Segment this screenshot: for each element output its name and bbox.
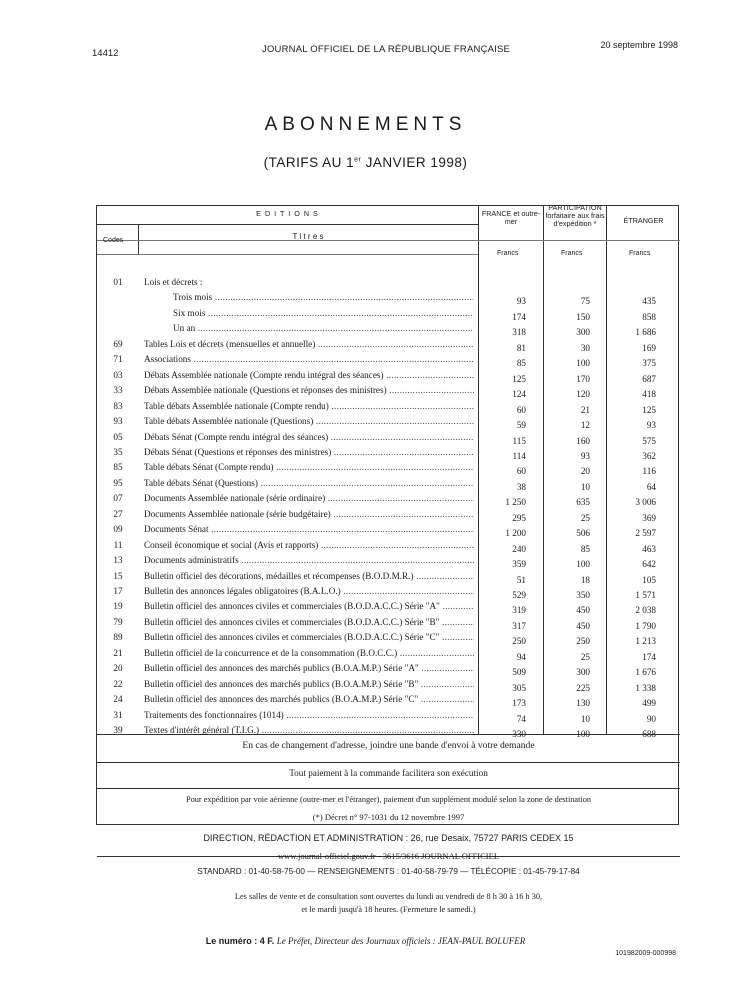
page-footer: [0, 936, 731, 946]
table-row: [97, 461, 680, 476]
price-etranger: 169: [642, 342, 656, 353]
edition-code: 19: [113, 601, 123, 612]
table-row: [97, 662, 680, 677]
table-row: [97, 477, 680, 492]
edition-title: Bulletin officiel des annonces civiles et commerciales (B.O.D.A.C.C.) Série "C" .....: [144, 632, 474, 642]
price-participation: 100: [576, 358, 590, 369]
edition-title: Documents Assemblée nationale (série budgétaire) .....: [144, 509, 474, 519]
price-france: 317: [512, 620, 526, 631]
price-france: 93: [516, 296, 526, 307]
edition-title: Bulletin officiel des annonces des marchés publics (B.O.A.M.P.) Série "B" .....: [144, 679, 474, 689]
edition-title: Textes d'intérêt général (T.I.G.) .....: [144, 725, 474, 735]
price-participation: 450: [576, 620, 590, 631]
document-reference: 101982009-000998: [615, 950, 676, 957]
price-participation: 10: [580, 713, 590, 724]
price-participation: 120: [576, 389, 590, 400]
price-participation: 300: [576, 327, 590, 338]
price-participation: 150: [576, 311, 590, 322]
table-row: [97, 693, 680, 708]
edition-title: Débats Sénat (Compte rendu intégral des séances) .....: [144, 432, 474, 442]
edition-title: Documents Assemblée nationale (série ordinaire) .....: [144, 493, 474, 503]
edition-title: Six mois .....: [173, 308, 473, 318]
price-etranger: 435: [642, 296, 656, 307]
price-etranger: 125: [642, 404, 656, 415]
price-participation: 20: [580, 466, 590, 477]
price-etranger: 463: [642, 543, 656, 554]
table-row: [97, 570, 680, 585]
edition-code: 85: [113, 462, 123, 473]
price-etranger: 499: [642, 698, 656, 709]
edition-code: 33: [113, 385, 123, 396]
edition-code: 17: [113, 586, 123, 596]
director-signature: Le Préfet, Directeur des Journaux officiels : JEAN-PAUL BOLUFER: [276, 936, 526, 946]
notice-change-address: En cas de changement d'adresse, joindre une bande d'envoi à votre demande: [242, 740, 535, 751]
edition-title: Bulletin officiel des annonces des marchés publics (B.O.A.M.P.) Série "C" .....: [144, 694, 474, 704]
edition-title: Conseil économique et social (Avis et rapports) .....: [144, 540, 474, 550]
edition-code: 35: [113, 446, 123, 457]
sales-hours-2: et le mardi jusqu'à 18 heures. (Fermeture le samedi.): [301, 905, 476, 914]
participation-heading: PARTICIPATION forfaitaire aux frais d'expédition *: [545, 203, 605, 228]
price-participation: 100: [576, 729, 590, 740]
table-row: [97, 338, 680, 353]
sales-hours-1: Les salles de vente et de consultation sont ouvertes du lundi au vendredi de 8 h 30 à 16 h 30,: [234, 892, 543, 901]
price-participation: 225: [576, 682, 590, 693]
edition-title: Tables Lois et décrets (mensuelles et annuelle) .....: [144, 339, 474, 349]
price-etranger: 362: [642, 450, 656, 461]
edition-title: Documents Sénat .....: [144, 524, 474, 534]
edition-code: 21: [113, 647, 123, 658]
price-france: 173: [512, 698, 526, 709]
price-participation: 170: [576, 373, 590, 384]
edition-title: Traitements des fonctionnaires (1014) .....: [144, 710, 474, 720]
price-participation: 18: [580, 574, 590, 585]
table-row: [97, 353, 680, 368]
price-france: 509: [512, 667, 526, 678]
edition-code: 11: [113, 539, 123, 550]
direction-address: DIRECTION, RÉDACTION ET ADMINISTRATION : 26, rue Desaix, 75727 PARIS CEDEX 15: [203, 833, 574, 843]
issue-date: 20 septembre 1998: [600, 40, 678, 50]
france-heading: FRANCE et outre-mer: [481, 209, 541, 226]
etranger-heading: ÉTRANGER: [623, 216, 664, 225]
edition-title: Bulletin officiel des décorations, médailles et récompenses (B.O.D.M.R.) .....: [144, 571, 474, 581]
table-row: [97, 523, 680, 538]
price-participation: 450: [576, 605, 590, 616]
edition-code: 83: [113, 400, 123, 411]
price-france: 305: [512, 682, 526, 693]
page-subtitle: [0, 155, 731, 170]
titres-heading: T i t r e s: [292, 232, 324, 241]
price-etranger: 1 338: [635, 682, 656, 693]
edition-code: 79: [113, 616, 123, 627]
price-etranger: 1 571: [635, 590, 656, 600]
table-row: [97, 631, 680, 646]
edition-title: Lois et décrets :: [144, 277, 203, 287]
edition-code: 05: [113, 431, 123, 442]
price-france: 74: [516, 713, 526, 724]
edition-code: 13: [113, 555, 123, 566]
edition-code: 01: [113, 277, 123, 287]
price-participation: 10: [580, 481, 590, 492]
edition-title: Associations .....: [144, 354, 474, 364]
edition-title: Documents administratifs .....: [144, 555, 474, 565]
edition-title: Bulletin officiel des annonces des marchés publics (B.O.A.M.P.) Série "A" .....: [144, 663, 474, 673]
unit-participation: Francs: [561, 250, 583, 257]
table-row: [97, 415, 680, 430]
price-participation: 25: [580, 651, 590, 662]
notice-decree: (*) Décret n° 97-1031 du 12 novembre 1997: [312, 812, 465, 822]
edition-title: Table débats Sénat (Questions) .....: [144, 478, 474, 488]
price-participation: 506: [576, 528, 590, 539]
table-row: [97, 678, 680, 693]
table-row: [97, 276, 680, 291]
table-row: [97, 585, 680, 600]
edition-code: 24: [113, 694, 123, 705]
price-etranger: 93: [646, 420, 656, 431]
price-participation: 100: [576, 559, 590, 570]
edition-title: Débats Assemblée nationale (Compte rendu intégral des séances) .....: [144, 370, 474, 380]
edition-code: 89: [113, 632, 123, 643]
price-etranger: 64: [646, 481, 656, 492]
table-row: [97, 554, 680, 569]
table-row: [97, 291, 680, 306]
table-row: [97, 431, 680, 446]
price-etranger: 3 006: [635, 497, 656, 508]
edition-title: Bulletin officiel des annonces civiles et commerciales (B.O.D.A.C.C.) Série "A" .....: [144, 601, 474, 611]
price-france: 174: [512, 311, 526, 322]
price-participation: 160: [576, 435, 590, 446]
edition-code: 09: [113, 524, 123, 535]
price-france: 59: [516, 420, 526, 431]
price-participation: 300: [576, 667, 590, 678]
page-title: ABONNEMENTS: [264, 114, 467, 135]
tariff-table: [96, 203, 679, 914]
table-row: [97, 369, 680, 384]
table-row: [97, 508, 680, 523]
price-france: 319: [512, 605, 526, 616]
price-etranger: 174: [642, 651, 656, 662]
price-france: 318: [512, 327, 526, 338]
edition-code: 69: [113, 338, 123, 349]
price-france: 240: [512, 543, 526, 554]
price-etranger: 575: [642, 435, 656, 446]
table-row: [97, 400, 680, 415]
price-france: 60: [516, 404, 526, 415]
price-france: 85: [516, 358, 526, 369]
notice-payment: Tout paiement à la commande facilitera son exécution: [289, 768, 488, 778]
price-etranger: 688: [642, 729, 656, 740]
price-etranger: 1 676: [635, 667, 656, 678]
price-participation: 93: [580, 450, 590, 461]
price-participation: 130: [576, 698, 590, 709]
price-france: 114: [512, 450, 526, 461]
edition-code: 93: [113, 416, 123, 427]
edition-code: 31: [113, 709, 123, 720]
edition-title: Débats Sénat (Questions et réponses des ministres) .....: [144, 447, 474, 457]
edition-title: Débats Assemblée nationale (Questions et réponses des ministres) .....: [144, 385, 474, 395]
price-participation: 75: [580, 296, 590, 307]
price-france: 1 200: [505, 528, 526, 539]
price-participation: 30: [580, 342, 590, 353]
table-row: [97, 307, 680, 322]
price-participation: 12: [580, 420, 590, 431]
price-france: 51: [516, 574, 526, 585]
table-row: [97, 647, 680, 662]
price-france: 1 250: [505, 497, 526, 508]
price-etranger: 116: [642, 466, 656, 477]
unit-etranger: Francs: [629, 250, 651, 257]
editions-heading: E D I T I O N S: [256, 209, 319, 218]
edition-code: 03: [113, 369, 123, 380]
page-header: [92, 40, 678, 60]
subtitle-pre: (TARIFS AU 1: [263, 155, 355, 170]
price-participation: 350: [576, 590, 590, 600]
table-row: [97, 322, 680, 337]
price-france: 124: [512, 389, 526, 400]
edition-title: Un an .....: [173, 323, 473, 333]
price-france: 81: [516, 342, 526, 353]
price-france: 295: [512, 512, 526, 523]
price-france: 529: [512, 590, 526, 600]
table-row: [97, 709, 680, 724]
journal-title: JOURNAL OFFICIEL DE LA RÉPUBLIQUE FRANÇAISE: [262, 44, 511, 55]
table-row: [97, 724, 680, 739]
price-etranger: 687: [642, 373, 656, 384]
table-row: [97, 492, 680, 507]
price-france: 94: [516, 651, 526, 662]
price-etranger: 105: [642, 574, 656, 585]
price-etranger: 1 213: [635, 636, 656, 647]
table-row: [97, 616, 680, 631]
notice-air-mail: Pour expédition par voie aérienne (outre-mer et l'étranger), paiement d'un supplément modulé selon la zone de destination: [185, 795, 592, 804]
price-france: 250: [512, 636, 526, 647]
table-row: [97, 600, 680, 615]
price-etranger: 858: [642, 311, 656, 322]
edition-code: 71: [113, 354, 123, 365]
price-etranger: 375: [642, 358, 656, 369]
edition-title: Table débats Sénat (Compte rendu) .....: [144, 462, 474, 472]
edition-code: 95: [113, 477, 123, 488]
price-etranger: 90: [646, 713, 656, 724]
edition-code: 20: [113, 663, 123, 674]
subtitle-post: JANVIER 1998): [361, 155, 468, 170]
price-etranger: 418: [642, 389, 656, 400]
phone-line: STANDARD : 01-40-58-75-00 — RENSEIGNEMENTS : 01-40-58-79-79 — TÉLÉCOPIE : 01-45-79-17-84: [197, 867, 580, 876]
price-participation: 21: [580, 404, 590, 415]
subtitle-sup: er: [354, 156, 362, 164]
edition-title: Bulletin officiel des annonces civiles et commerciales (B.O.D.A.C.C.) Série "B" .....: [144, 617, 474, 627]
price-participation: 85: [580, 543, 590, 554]
edition-code: 07: [113, 493, 123, 504]
price-participation: 25: [580, 512, 590, 523]
price-label: Le numéro : 4 F.: [205, 936, 275, 946]
edition-title: Trois mois .....: [173, 292, 473, 302]
codes-heading: Codes: [103, 237, 124, 244]
unit-france: Francs: [497, 250, 519, 257]
price-etranger: 642: [642, 559, 656, 570]
website-line: www.journal-officiel.gouv.fr - 3615/3616 JOURNAL OFFICIEL: [277, 851, 500, 861]
price-etranger: 1 686: [635, 327, 656, 338]
price-france: 330: [512, 729, 526, 740]
edition-title: Bulletin officiel de la concurrence et de la consommation (B.O.C.C.) .....: [144, 648, 474, 658]
price-france: 125: [512, 373, 526, 384]
price-france: 38: [516, 481, 526, 492]
table-row: [97, 446, 680, 461]
price-france: 60: [516, 466, 526, 477]
price-participation: 250: [576, 636, 590, 647]
price-etranger: 1 790: [635, 620, 656, 631]
price-etranger: 2 597: [635, 528, 656, 539]
price-etranger: 2 038: [635, 605, 656, 616]
edition-code: 27: [113, 508, 123, 519]
edition-code: 39: [113, 725, 123, 736]
page-number: 14412: [92, 48, 119, 59]
price-participation: 635: [576, 497, 590, 508]
price-etranger: 369: [642, 512, 656, 523]
edition-title: Table débats Assemblée nationale (Questions) .....: [144, 416, 474, 426]
edition-title: Bulletin des annonces légales obligatoires (B.A.L.O.) .....: [144, 586, 474, 596]
price-france: 115: [512, 435, 526, 446]
price-france: 359: [512, 559, 526, 570]
edition-code: 15: [113, 570, 123, 581]
table-row: [97, 539, 680, 554]
edition-code: 22: [113, 678, 123, 689]
edition-title: Table débats Assemblée nationale (Compte rendu) .....: [144, 401, 474, 411]
table-row: [97, 384, 680, 399]
